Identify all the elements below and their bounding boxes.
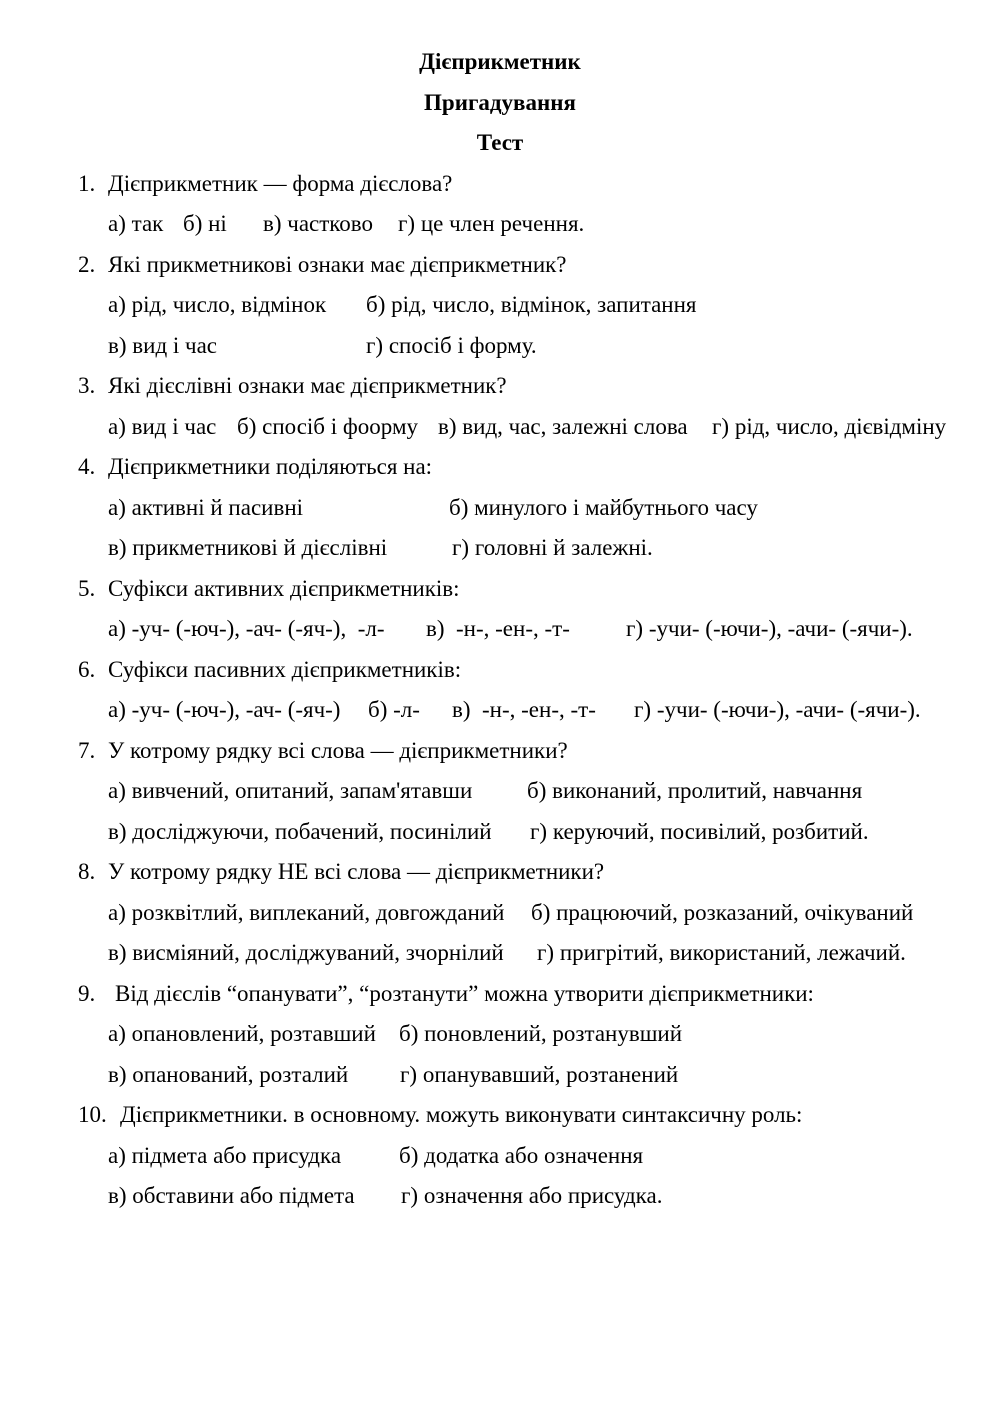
question-8 <box>0 852 1000 974</box>
question-text: Які дієслівні ознаки має дієприкметник? <box>108 373 507 398</box>
answer-option: а) активні й пасивні <box>108 494 304 520</box>
answer-option: в) -н-, -ен-, -т- <box>426 616 570 641</box>
answer-option: а) рід, число, відмінок <box>108 292 327 317</box>
question-9 <box>0 974 1000 1096</box>
answer-option: б) поновлений, розтанувший <box>399 1021 683 1046</box>
answer-option: в) -н-, -ен-, -т- <box>452 697 596 722</box>
question-7 <box>0 731 1000 853</box>
question-number: 6. <box>78 656 96 682</box>
answer-option: г) це член речення. <box>398 211 585 236</box>
question-number: 9. <box>78 980 96 1006</box>
answer-option: г) -учи- (-ючи-), -ачи- (-ячи-). <box>626 616 913 641</box>
answer-option: б) додатка або означення <box>399 1142 644 1168</box>
question-2 <box>0 245 1000 367</box>
question-6 <box>0 650 1000 731</box>
question-text: Суфікси активних дієприкметників: <box>108 575 460 601</box>
question-number: 8. <box>78 859 96 884</box>
page-subtitle: Пригадування <box>424 89 576 115</box>
question-number: 4. <box>78 454 96 479</box>
question-number: 1. <box>78 170 96 196</box>
question-number: 3. <box>78 373 96 398</box>
answer-option: б) виконаний, пролитий, навчання <box>527 778 863 803</box>
question-text: У котрому рядку всі слова — дієприкметники? <box>108 737 568 763</box>
answer-option: в) прикметникові й дієслівні <box>108 535 388 560</box>
question-10 <box>0 1095 1000 1217</box>
answer-option: г) головні й залежні. <box>452 535 653 560</box>
question-5 <box>0 569 1000 650</box>
answer-option: б) рід, число, відмінок, запитання <box>366 292 697 317</box>
question-1 <box>0 164 1000 245</box>
answer-option: б) минулого і майбутнього часу <box>449 494 758 520</box>
answer-option: б) -л- <box>368 697 420 722</box>
question-text: Дієприкметники поділяються на: <box>108 454 433 479</box>
answer-option: г) спосіб і форму. <box>366 332 537 358</box>
question-text: Суфікси пасивних дієприкметників: <box>108 656 462 682</box>
answer-option: а) розквітлий, виплеканий, довгожданий <box>108 899 505 925</box>
question-text: Дієприкметник — форма дієслова? <box>108 170 453 196</box>
answer-option: б) ні <box>183 211 227 236</box>
answer-option: в) частково <box>263 211 374 236</box>
answer-option: б) працюючий, розказаний, очікуваний <box>531 899 914 925</box>
question-text: Які прикметникові ознаки має дієприкметник? <box>108 251 567 277</box>
question-number: 10. <box>78 1102 107 1127</box>
answer-option: а) вивчений, опитаний, запам'ятавши <box>108 778 473 803</box>
answer-option: в) висміяний, досліджуваний, зчорнілий <box>108 940 504 965</box>
answer-option: в) досліджуючи, побачений, посинілий <box>108 818 492 844</box>
answer-option: а) -уч- (-юч-), -ач- (-яч-) <box>108 697 341 722</box>
answer-option: б) спосіб і фоорму <box>237 413 419 439</box>
answer-option: г) керуючий, посивілий, розбитий. <box>530 818 869 844</box>
question-text: Від дієслів “опанувати”, “розтанути” можна утворити дієприкметники: <box>115 980 814 1006</box>
question-number: 5. <box>78 575 96 601</box>
question-text: У котрому рядку НЕ всі слова — дієприкметники? <box>108 859 605 884</box>
question-number: 7. <box>78 737 96 763</box>
answer-option: г) рід, число, дієвідміну <box>712 413 947 439</box>
test-heading: Тест <box>476 130 524 155</box>
answer-option: а) вид і час <box>108 413 217 439</box>
question-4 <box>0 447 1000 569</box>
answer-option: в) вид і час <box>108 332 218 358</box>
answer-option: а) підмета або присудка <box>108 1142 342 1168</box>
question-3 <box>0 366 1000 447</box>
question-number: 2. <box>78 251 96 277</box>
page-title: Дієприкметник <box>419 49 581 74</box>
answer-option: в) опанований, розталий <box>108 1061 349 1087</box>
answer-option: в) обставини або підмета <box>108 1183 355 1208</box>
question-text: Дієприкметники. в основному. можуть виконувати синтаксичну роль: <box>120 1102 803 1127</box>
answer-option: а) опановлений, розтавший <box>108 1021 376 1046</box>
answer-option: а) так <box>108 211 164 236</box>
answer-option: в) вид, час, залежні слова <box>438 413 688 439</box>
answer-option: г) означення або присудка. <box>401 1183 663 1208</box>
answer-option: г) -учи- (-ючи-), -ачи- (-ячи-). <box>634 697 921 722</box>
answer-option: г) пригрітий, використаний, лежачий. <box>537 940 906 965</box>
answer-option: а) -уч- (-юч-), -ач- (-яч-), -л- <box>108 616 385 641</box>
answer-option: г) опанувавший, розтанений <box>400 1061 679 1087</box>
